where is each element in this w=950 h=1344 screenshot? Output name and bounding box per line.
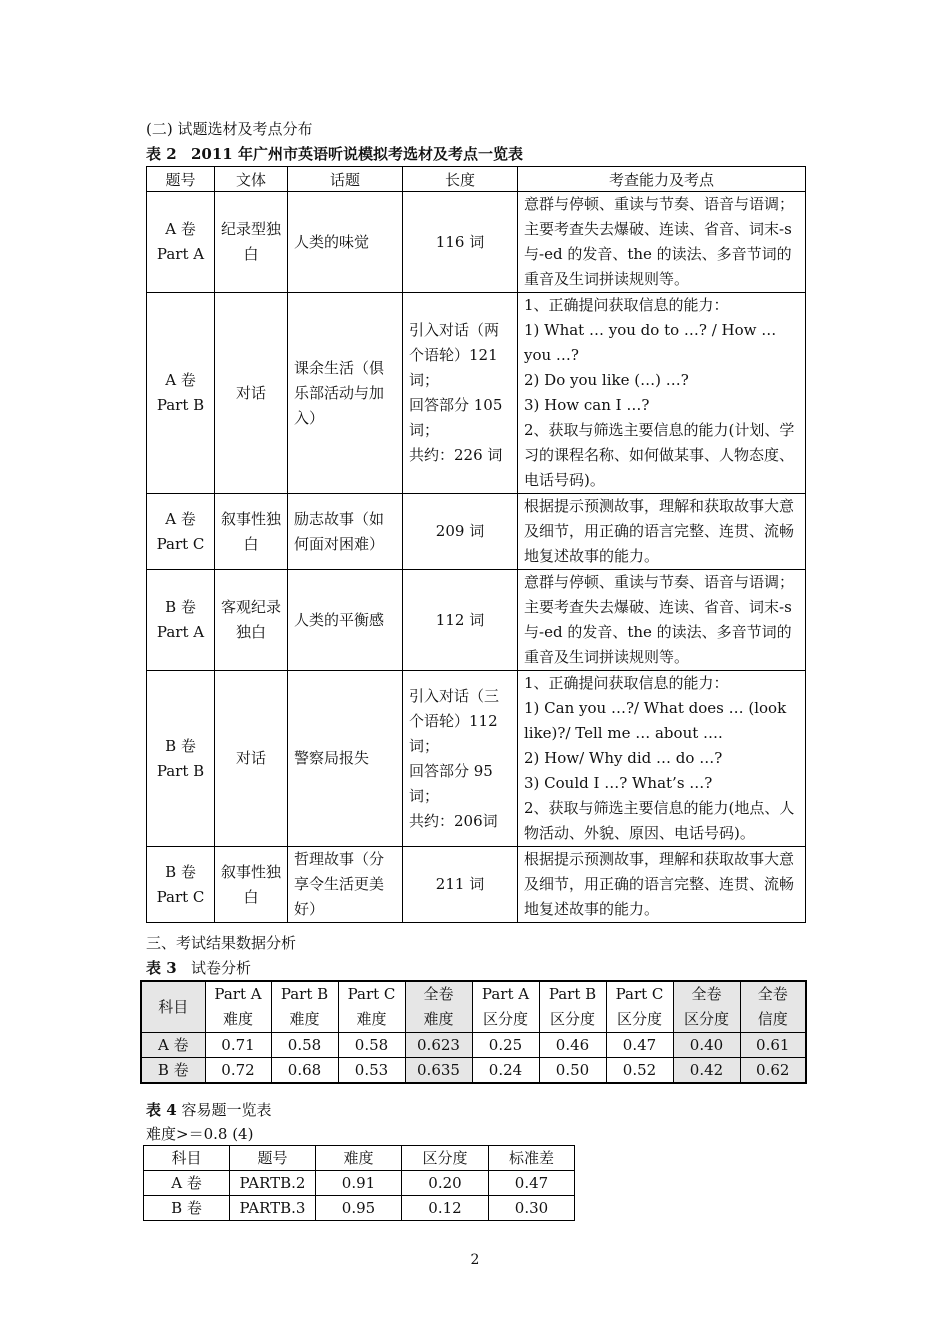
value-cell: 0.58	[338, 1033, 405, 1058]
ability-cell: 意群与停顿、重读与节奏、语音与语调；主要考查失去爆破、连读、省音、词末-s 与-ed 的发音、the 的读法、多音节词的重音及生词拼读规则等。	[518, 192, 806, 293]
table-row	[144, 1196, 575, 1221]
value-cell: PARTB.3	[230, 1196, 316, 1221]
item-id-cell: B 卷 Part C	[147, 847, 215, 923]
length-cell: 引入对话（三个语轮）112 词； 回答部分 95 词； 共约：206词	[403, 671, 518, 847]
value-cell: 0.72	[205, 1058, 271, 1084]
table-row	[147, 192, 806, 293]
section-heading-2: (二) 试题选材及考点分布	[146, 120, 313, 138]
header-cell: Part A 区分度	[472, 981, 539, 1033]
value-cell: 0.30	[489, 1196, 575, 1221]
table4-header-row	[144, 1146, 575, 1171]
value-cell: 0.24	[472, 1058, 539, 1084]
item-id-cell: A 卷 Part B	[147, 293, 215, 494]
length-cell: 209 词	[403, 494, 518, 570]
table-row	[147, 293, 806, 494]
table-row	[147, 494, 806, 570]
topic-cell: 警察局报失	[288, 671, 403, 847]
table4-caption-title: 容易题一览表	[181, 1101, 272, 1119]
header-cell: 长度	[403, 167, 518, 192]
value-cell: 0.12	[402, 1196, 489, 1221]
value-cell: PARTB.2	[230, 1171, 316, 1196]
table4-caption-prefix: 表 4	[146, 1101, 177, 1119]
table-row	[147, 570, 806, 671]
header-cell: Part B 难度	[271, 981, 338, 1033]
genre-cell: 对话	[215, 293, 288, 494]
topic-cell: 励志故事（如何面对困难）	[288, 494, 403, 570]
subject-cell: B 卷	[141, 1058, 205, 1084]
value-cell: 0.91	[316, 1171, 402, 1196]
value-cell: B 卷	[144, 1196, 230, 1221]
value-cell: 0.623	[405, 1033, 472, 1058]
header-cell: 考查能力及考点	[518, 167, 806, 192]
section-heading-3: 三、考试结果数据分析	[146, 934, 297, 952]
table3-caption-prefix: 表 3	[146, 959, 177, 977]
ability-cell: 根据提示预测故事，理解和获取故事大意及细节，用正确的语言完整、连贯、流畅地复述故事的能力。	[518, 847, 806, 923]
topic-cell: 人类的平衡感	[288, 570, 403, 671]
value-cell: 0.42	[673, 1058, 740, 1084]
page-number: 2	[470, 1252, 480, 1268]
header-cell: Part B 区分度	[539, 981, 606, 1033]
table4-caption	[146, 1101, 271, 1119]
genre-cell: 纪录型独白	[215, 192, 288, 293]
item-id-cell: B 卷 Part B	[147, 671, 215, 847]
value-cell: 0.47	[606, 1033, 673, 1058]
genre-cell: 叙事性独白	[215, 494, 288, 570]
table-row	[141, 1033, 806, 1058]
table3-caption-title: 试卷分析	[190, 959, 251, 977]
length-cell: 116 词	[403, 192, 518, 293]
table-row	[147, 671, 806, 847]
header-cell: 全卷 信度	[740, 981, 806, 1033]
header-cell: 区分度	[402, 1146, 489, 1171]
table-row	[144, 1171, 575, 1196]
genre-cell: 对话	[215, 671, 288, 847]
value-cell: 0.20	[402, 1171, 489, 1196]
table2-caption	[146, 145, 523, 163]
table2-caption-prefix: 表 2	[146, 145, 177, 163]
header-cell: 全卷 区分度	[673, 981, 740, 1033]
topic-cell: 哲理故事（分享令生活更美好）	[288, 847, 403, 923]
table2-header-row	[147, 167, 806, 192]
table3-header-row	[141, 981, 806, 1033]
value-cell: 0.47	[489, 1171, 575, 1196]
table3-paper-analysis	[140, 980, 807, 1084]
genre-cell: 客观纪录独白	[215, 570, 288, 671]
value-cell: A 卷	[144, 1171, 230, 1196]
subject-cell: A 卷	[141, 1033, 205, 1058]
header-cell: 话题	[288, 167, 403, 192]
table3-caption	[146, 959, 251, 977]
ability-cell: 1、正确提问获取信息的能力： 1) Can you …?/ What does … (look like)?/ Tell me … about …. 2) How/ Why did … do …? 3) Could I …? What’s …? 2、获取与筛选主要信息的能力(地点、人物活动、外貌、原因、电话号码)。	[518, 671, 806, 847]
value-cell: 0.46	[539, 1033, 606, 1058]
table4-easy-items	[143, 1145, 575, 1221]
table-row	[147, 847, 806, 923]
value-cell: 0.62	[740, 1058, 806, 1084]
header-cell: 题号	[147, 167, 215, 192]
header-cell: 难度	[316, 1146, 402, 1171]
value-cell: 0.61	[740, 1033, 806, 1058]
header-cell: 标准差	[489, 1146, 575, 1171]
item-id-cell: A 卷 Part A	[147, 192, 215, 293]
item-id-cell: B 卷 Part A	[147, 570, 215, 671]
table-row	[141, 1058, 806, 1084]
value-cell: 0.71	[205, 1033, 271, 1058]
ability-cell: 意群与停顿、重读与节奏、语音与语调；主要考查失去爆破、连读、省音、词末-s 与-ed 的发音、the 的读法、多音节词的重音及生词拼读规则等。	[518, 570, 806, 671]
header-cell: 全卷 难度	[405, 981, 472, 1033]
value-cell: 0.25	[472, 1033, 539, 1058]
value-cell: 0.58	[271, 1033, 338, 1058]
value-cell: 0.635	[405, 1058, 472, 1084]
subject-header-cell: 科目	[141, 981, 205, 1033]
value-cell: 0.40	[673, 1033, 740, 1058]
value-cell: 0.53	[338, 1058, 405, 1084]
table2-topic-distribution	[146, 166, 806, 923]
header-cell: 题号	[230, 1146, 316, 1171]
ability-cell: 根据提示预测故事，理解和获取故事大意及细节，用正确的语言完整、连贯、流畅地复述故事的能力。	[518, 494, 806, 570]
item-id-cell: A 卷 Part C	[147, 494, 215, 570]
topic-cell: 课余生活（俱乐部活动与加入）	[288, 293, 403, 494]
genre-cell: 叙事性独白	[215, 847, 288, 923]
value-cell: 0.68	[271, 1058, 338, 1084]
header-cell: Part A 难度	[205, 981, 271, 1033]
value-cell: 0.95	[316, 1196, 402, 1221]
header-cell: Part C 区分度	[606, 981, 673, 1033]
value-cell: 0.50	[539, 1058, 606, 1084]
table4-note: 难度>＝0.8 (4)	[146, 1125, 254, 1143]
header-cell: 科目	[144, 1146, 230, 1171]
header-cell: Part C 难度	[338, 981, 405, 1033]
ability-cell: 1、正确提问获取信息的能力： 1) What … you do to …? / How … you …? 2) Do you like (…) …? 3) How can I …? 2、获取与筛选主要信息的能力(计划、学习的课程名称、如何做某事、人物态度、电话号码)。	[518, 293, 806, 494]
length-cell: 引入对话（两个语轮）121 词； 回答部分 105 词； 共约：226 词	[403, 293, 518, 494]
length-cell: 112 词	[403, 570, 518, 671]
table2-caption-year-part: 2011 年广州市英语听说模拟考选材及考点一览表	[190, 145, 523, 163]
topic-cell: 人类的味觉	[288, 192, 403, 293]
header-cell: 文体	[215, 167, 288, 192]
value-cell: 0.52	[606, 1058, 673, 1084]
length-cell: 211 词	[403, 847, 518, 923]
